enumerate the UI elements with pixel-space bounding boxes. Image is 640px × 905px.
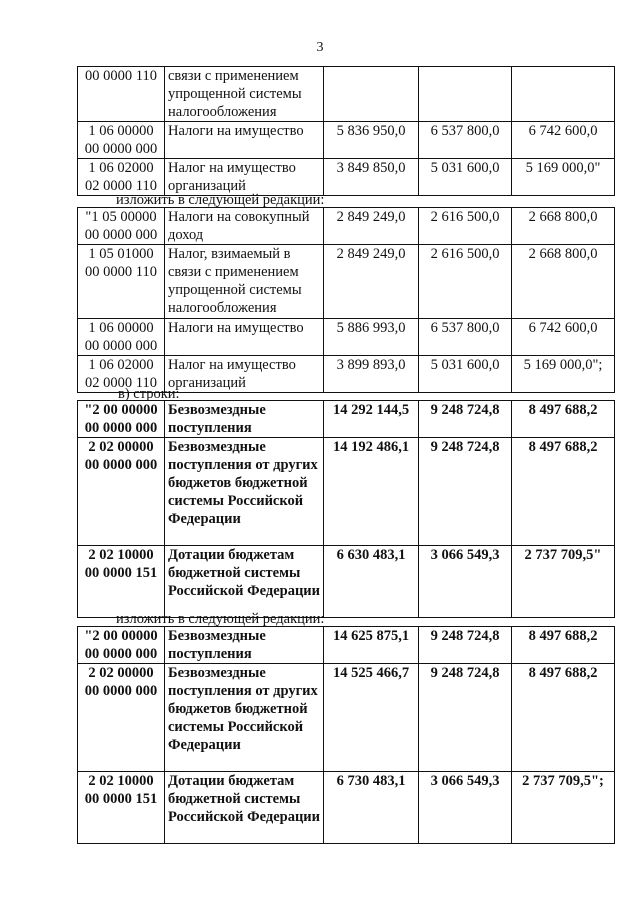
budget-code: 2 02 00000 00 0000 000 [78,664,165,772]
budget-code: 1 06 02000 02 0000 110 [78,356,165,393]
value-year2: 5 031 600,0 [419,356,512,393]
table-row [78,627,615,664]
table-row [78,122,615,159]
value-year1: 6 730 483,1 [324,772,419,844]
value-year1: 5 836 950,0 [324,122,419,159]
item-name: Дотации бюджетам бюджетной системы Российской Федерации [165,772,324,844]
item-name: связи с применением упрощенной системы налогообложения [165,67,324,122]
item-name: Безвозмездные поступления [165,401,324,438]
item-name: Безвозмездные поступления [165,627,324,664]
table-row [78,401,615,438]
value-year3: 8 497 688,2 [512,664,615,772]
value-year2: 9 248 724,8 [419,627,512,664]
table-new-taxes [77,207,615,393]
table-row [78,208,615,245]
value-year2: 3 066 549,3 [419,546,512,618]
table-old-taxes [77,66,615,196]
value-year3: 8 497 688,2 [512,627,615,664]
value-year1 [324,67,419,122]
budget-code: 2 02 00000 00 0000 000 [78,438,165,546]
value-year3: 2 737 709,5"; [512,772,615,844]
value-year2: 2 616 500,0 [419,245,512,319]
budget-code: 1 06 02000 02 0000 110 [78,159,165,196]
value-year1: 3 899 893,0 [324,356,419,393]
budget-code: "1 05 00000 00 0000 000 [78,208,165,245]
value-year3: 2 737 709,5" [512,546,615,618]
budget-code: 2 02 10000 00 0000 151 [78,772,165,844]
value-year3 [512,67,615,122]
value-year1: 2 849 249,0 [324,208,419,245]
table-row [78,245,615,319]
value-year2: 6 537 800,0 [419,122,512,159]
budget-code: "2 00 00000 00 0000 000 [78,627,165,664]
budget-code: "2 00 00000 00 0000 000 [78,401,165,438]
table-old-transfers [77,400,615,618]
value-year1: 6 630 483,1 [324,546,419,618]
value-year3: 8 497 688,2 [512,401,615,438]
value-year1: 14 192 486,1 [324,438,419,546]
value-year2: 5 031 600,0 [419,159,512,196]
value-year1: 14 625 875,1 [324,627,419,664]
page-number: 3 [316,40,324,55]
table-row [78,772,615,844]
budget-code: 1 05 01000 00 0000 110 [78,245,165,319]
caption-new-edition-2: изложить в следующей редакции: [116,611,325,627]
value-year3: 2 668 800,0 [512,245,615,319]
item-name: Безвозмездные поступления от других бюджетов бюджетной системы Российской Федерации [165,664,324,772]
item-name: Налог на имущество организаций [165,356,324,393]
budget-code: 2 02 10000 00 0000 151 [78,546,165,618]
value-year1: 2 849 249,0 [324,245,419,319]
value-year3: 5 169 000,0"; [512,356,615,393]
value-year2 [419,67,512,122]
item-name: Безвозмездные поступления от других бюджетов бюджетной системы Российской Федерации [165,438,324,546]
table-row [78,438,615,546]
value-year2: 3 066 549,3 [419,772,512,844]
value-year1: 3 849 850,0 [324,159,419,196]
caption-new-edition: изложить в следующей редакции: [116,192,325,208]
value-year3: 6 742 600,0 [512,319,615,356]
table-row [78,664,615,772]
value-year2: 9 248 724,8 [419,438,512,546]
budget-code: 00 0000 110 [78,67,165,122]
table-row [78,319,615,356]
table-row [78,159,615,196]
value-year2: 6 537 800,0 [419,319,512,356]
value-year2: 2 616 500,0 [419,208,512,245]
value-year2: 9 248 724,8 [419,664,512,772]
value-year1: 14 525 466,7 [324,664,419,772]
item-name: Налоги на имущество [165,122,324,159]
value-year3: 5 169 000,0" [512,159,615,196]
table-row [78,546,615,618]
value-year3: 2 668 800,0 [512,208,615,245]
caption-rows: в) строки: [118,386,180,402]
item-name: Налоги на имущество [165,319,324,356]
budget-code: 1 06 00000 00 0000 000 [78,319,165,356]
table-new-transfers [77,626,615,844]
value-year3: 8 497 688,2 [512,438,615,546]
item-name: Налоги на совокупный доход [165,208,324,245]
budget-code: 1 06 00000 00 0000 000 [78,122,165,159]
item-name: Дотации бюджетам бюджетной системы Российской Федерации [165,546,324,618]
value-year3: 6 742 600,0 [512,122,615,159]
item-name: Налог, взимаемый в связи с применением упрощенной системы налогообложения [165,245,324,319]
table-row [78,67,615,122]
value-year1: 5 886 993,0 [324,319,419,356]
value-year1: 14 292 144,5 [324,401,419,438]
value-year2: 9 248 724,8 [419,401,512,438]
item-name: Налог на имущество организаций [165,159,324,196]
